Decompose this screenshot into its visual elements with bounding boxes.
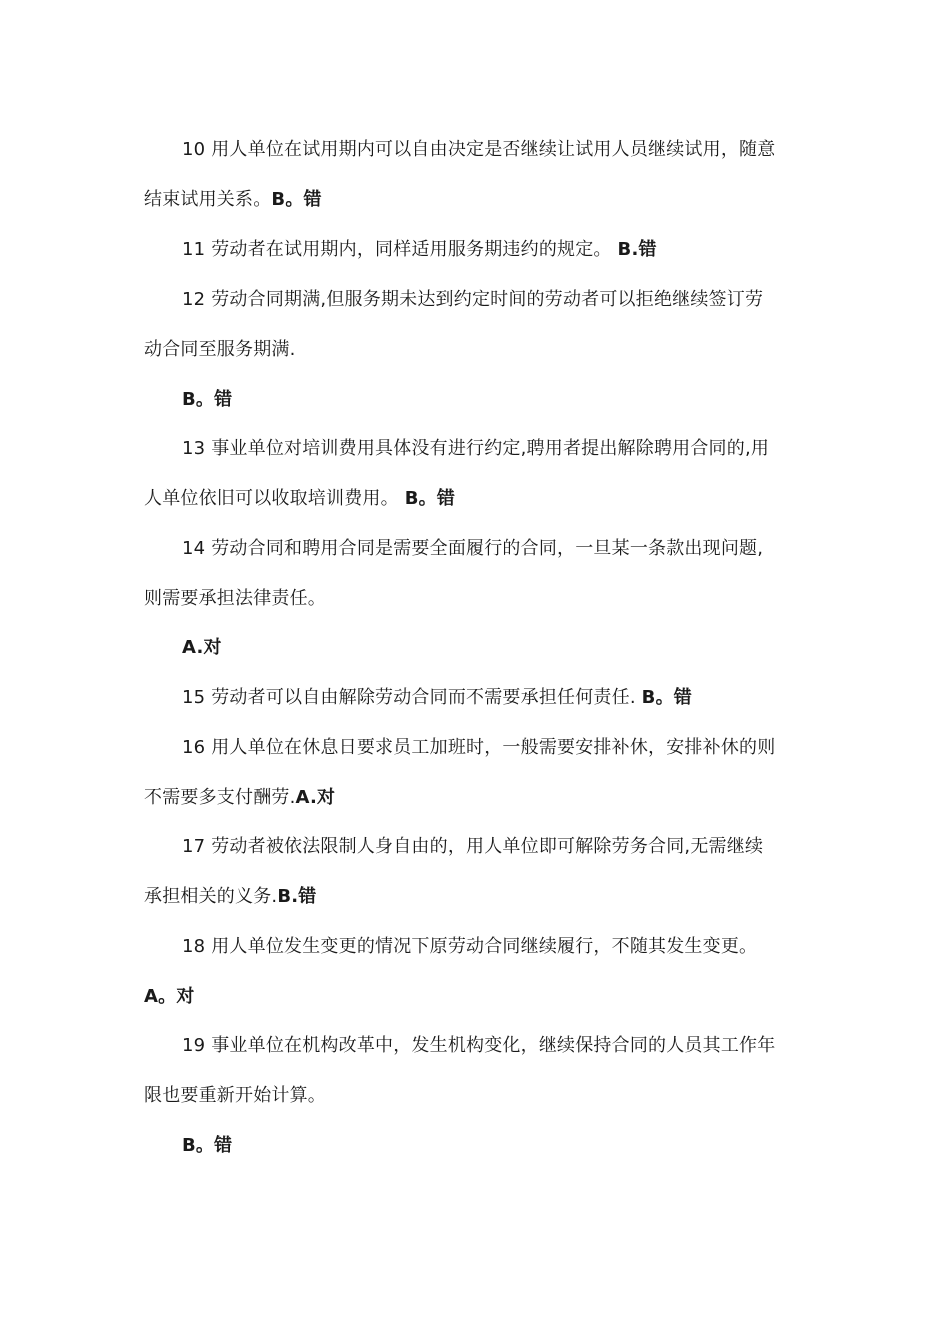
question-17-text: 17 劳动者被依法限制人身自由的，用人单位即可解除劳务合同,无需继续 bbox=[182, 836, 764, 857]
question-11-text: 11 劳动者在试用期内，同样适用服务期违约的规定。 bbox=[182, 239, 618, 260]
question-10-line-2 bbox=[144, 187, 322, 213]
question-14-text-cont: 则需要承担法律责任。 bbox=[144, 588, 326, 609]
question-18-line-1 bbox=[182, 934, 757, 960]
question-19-text: 19 事业单位在机构改革中，发生机构变化，继续保持合同的人员其工作年 bbox=[182, 1035, 776, 1056]
question-12-answer: B。错 bbox=[182, 389, 233, 410]
question-10-answer: B。错 bbox=[271, 189, 322, 210]
question-16-line-1 bbox=[182, 735, 775, 761]
question-18-text: 18 用人单位发生变更的情况下原劳动合同继续履行，不随其发生变更。 bbox=[182, 936, 758, 957]
question-11-line-1 bbox=[182, 237, 657, 263]
question-19-text-cont: 限也要重新开始计算。 bbox=[144, 1085, 326, 1106]
question-13-text-cont: 人单位依旧可以收取培训费用。 bbox=[144, 488, 405, 509]
question-19-answer: B。错 bbox=[182, 1135, 233, 1156]
question-10-text: 10 用人单位在试用期内可以自由决定是否继续让试用人员继续试用，随意 bbox=[182, 139, 776, 160]
question-19-line-1 bbox=[182, 1033, 775, 1059]
question-10-line-1 bbox=[182, 137, 775, 163]
question-17-text-cont: 承担相关的义务. bbox=[144, 886, 278, 907]
question-19-answer-line bbox=[182, 1133, 232, 1159]
question-12-text: 12 劳动合同期满,但服务期未达到约定时间的劳动者可以拒绝继续签订劳 bbox=[182, 289, 764, 310]
question-17-line-2 bbox=[144, 884, 317, 910]
question-12-text-cont: 动合同至服务期满. bbox=[144, 339, 296, 360]
question-16-answer: A.对 bbox=[295, 787, 336, 808]
question-14-answer: A.对 bbox=[182, 637, 222, 658]
question-17-line-1 bbox=[182, 834, 763, 860]
question-15-answer: B。错 bbox=[641, 687, 692, 708]
question-16-line-2 bbox=[144, 785, 335, 811]
question-13-line-1 bbox=[182, 436, 769, 462]
question-14-answer-line bbox=[182, 635, 222, 661]
question-13-text: 13 事业单位对培训费用具体没有进行约定,聘用者提出解除聘用合同的,用 bbox=[182, 438, 770, 459]
question-10-text-cont: 结束试用关系。 bbox=[144, 189, 272, 210]
question-18-answer: A。对 bbox=[144, 986, 195, 1007]
question-13-answer: B。错 bbox=[404, 488, 456, 509]
question-16-text: 16 用人单位在休息日要求员工加班时，一般需要安排补休，安排补休的则 bbox=[182, 737, 776, 758]
question-12-answer-line bbox=[182, 387, 232, 413]
question-11-answer: B.错 bbox=[617, 239, 657, 260]
question-16-text-cont: 不需要多支付酬劳. bbox=[144, 787, 296, 808]
question-14-text: 14 劳动合同和聘用合同是需要全面履行的合同，一旦某一条款出现问题, bbox=[182, 538, 764, 559]
question-17-answer: B.错 bbox=[277, 886, 317, 907]
question-14-line-2 bbox=[144, 586, 326, 612]
question-12-line-2 bbox=[144, 337, 296, 363]
question-15-text: 15 劳动者可以自由解除劳动合同而不需要承担任何责任. bbox=[182, 687, 642, 708]
question-12-line-1 bbox=[182, 287, 763, 313]
question-18-answer-line bbox=[144, 984, 195, 1010]
question-19-line-2 bbox=[144, 1083, 326, 1109]
question-14-line-1 bbox=[182, 536, 763, 562]
question-15-line-1 bbox=[182, 685, 692, 711]
question-13-line-2 bbox=[144, 486, 455, 512]
